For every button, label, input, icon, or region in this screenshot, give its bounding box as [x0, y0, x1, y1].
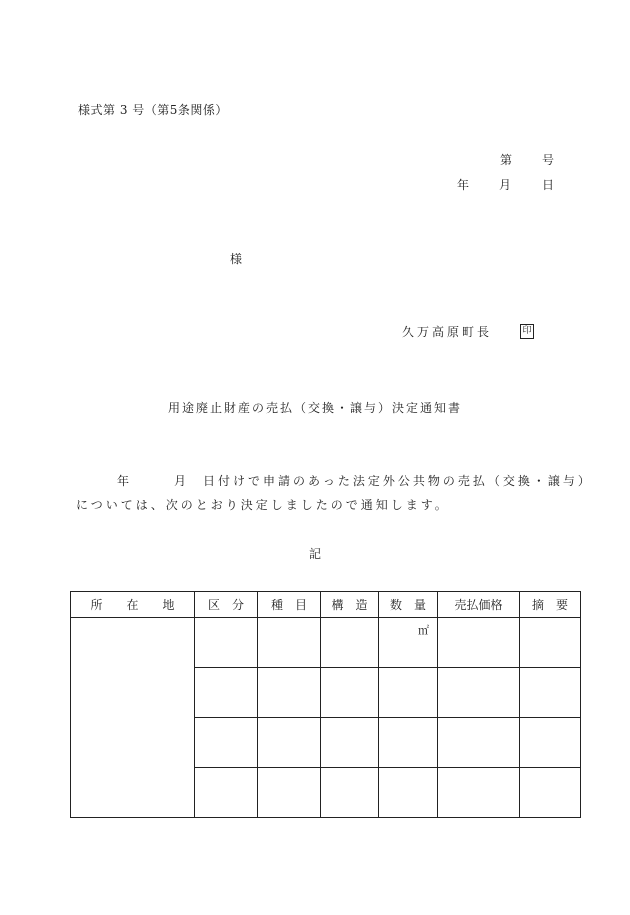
addressee-honorific: 様 [230, 252, 243, 266]
table-cell [438, 668, 520, 718]
table-cell [258, 618, 321, 668]
date-day: 日 [542, 178, 555, 192]
form-number-label: 様式第 3 号（第5条関係） [78, 103, 228, 117]
header-remarks: 摘 要 [520, 592, 581, 618]
date-year: 年 [457, 178, 470, 192]
table-cell [258, 768, 321, 818]
sender-title: 久万高原町長 [402, 325, 493, 339]
table-cell [321, 668, 379, 718]
document-title: 用途廃止財産の売払（交換・譲与）決定通知書 [167, 401, 462, 415]
table-cell [520, 668, 581, 718]
seal-mark: 印 [520, 324, 534, 339]
table-cell [195, 718, 258, 768]
table-cell [379, 768, 438, 818]
table-header-row [71, 592, 581, 618]
table-cell [379, 718, 438, 768]
table-cell [195, 618, 258, 668]
ki-heading: 記 [308, 547, 321, 561]
document-number-prefix: 第 [500, 153, 513, 167]
table-cell [321, 768, 379, 818]
document-number-suffix: 号 [542, 153, 555, 167]
header-structure: 構 造 [321, 592, 379, 618]
header-location: 所 在 地 [71, 592, 195, 618]
table-cell [438, 718, 520, 768]
table-cell [520, 718, 581, 768]
header-quantity: 数 量 [379, 592, 438, 618]
table-row [71, 618, 581, 668]
quantity-cell [379, 618, 438, 668]
table-cell [520, 618, 581, 668]
table-cell [195, 668, 258, 718]
table-cell [258, 668, 321, 718]
date-month: 月 [499, 178, 512, 192]
table-cell [438, 768, 520, 818]
body-line2: については、次のとおり決定しましたので通知します。 [76, 498, 450, 512]
table-cell [438, 618, 520, 668]
header-sale-price: 売払価格 [438, 592, 520, 618]
table-cell [258, 718, 321, 768]
table-cell [321, 718, 379, 768]
area-unit: ㎡ [418, 624, 429, 637]
detail-table [70, 591, 581, 818]
location-cell [71, 618, 195, 818]
table-cell [379, 668, 438, 718]
header-classification: 区 分 [195, 592, 258, 618]
body-line1-rest: 日付けで申請のあった法定外公共物の売払（交換・譲与） [203, 474, 593, 488]
header-category: 種 目 [258, 592, 321, 618]
body-month: 月 [174, 474, 190, 488]
table-cell [520, 768, 581, 818]
table-cell [321, 618, 379, 668]
table-cell [195, 768, 258, 818]
body-year: 年 [117, 474, 133, 488]
